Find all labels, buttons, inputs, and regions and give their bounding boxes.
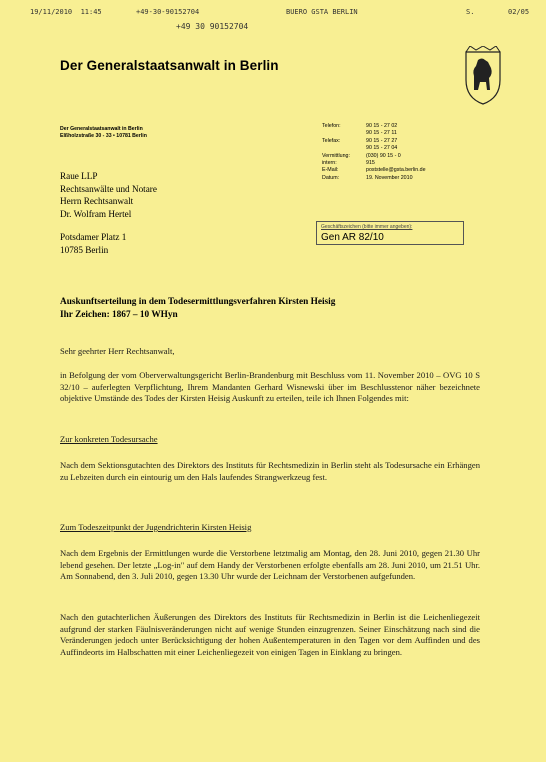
recipient-street: Potsdamer Platz 1 (60, 232, 127, 242)
subject-line2: Ihr Zeichen: 1867 – 10 WHyn (60, 309, 178, 320)
fax-page-label: S. (466, 8, 475, 16)
intro-paragraph: in Befolgung der vom Oberverwaltungsgericht Berlin-Brandenburg mit Beschluss vom 11. November 2010 – OVG 10 S 32/10 – auferlegten Verpflichtung, Ihrem Mandanten Gerhard Wisnewski über im Beschlusstenor näher bezeichnete objektive Umstände des Todes der Kirsten Heisig Auskunft zu erteilen, teile ich Ihnen Folgendes mit: (60, 370, 480, 404)
recipient-address (60, 170, 157, 220)
datum-label: Datum: (322, 174, 340, 181)
telefon-2: 90 15 - 27 11 (366, 130, 397, 137)
sender-address-line1: Der Generalstaatsanwalt in Berlin (60, 126, 143, 132)
recipient-line3: Herrn Rechtsanwalt (60, 196, 134, 206)
expert-paragraph: Nach den gutachterlichen Äußerungen des Direktors des Instituts für Rechtsmedizin in Berlin ist die Leichenliegezeit aufgrund der starken Fäulnisveränderungen nicht auf wenige Stunden einzugrenzen. Seiner Einschätzung nach sind die Veränderungen jedoch unter Berücksichtigung der hohen Außentemperaturen in den Tagen vor dem Auffinden und des Auffindeorts im Halbschatten mit einer Leichenliegezeit von einigen Tagen in Einklang zu bringen. (60, 612, 480, 657)
telefax-label: Telefax: (322, 137, 341, 144)
recipient-line4: Dr. Wolfram Hertel (60, 208, 132, 219)
fax-page-value: 02/05 (508, 8, 530, 16)
heading-time-of-death: Zum Todeszeitpunkt der Jugendrichterin Kirsten Heisig (60, 522, 252, 532)
email-label: E-Mail: (322, 167, 339, 174)
reference-label: Geschäftszeichen (bitte immer angeben): (321, 224, 413, 230)
email-value: poststelle@gsta.berlin.de (366, 167, 426, 174)
telefon-1: 90 15 - 27 02 (366, 123, 398, 129)
telefon-label: Telefon: (322, 123, 341, 129)
fax-number-second: +49 30 90152704 (176, 22, 249, 31)
vermittlung-value: (030) 90 15 - 0 (366, 152, 401, 159)
salutation: Sehr geehrter Herr Rechtsanwalt, (60, 346, 175, 356)
intern-value: 915 (366, 160, 375, 167)
sender-address (60, 126, 147, 140)
contact-block (322, 123, 426, 182)
sender-address-line2: Elßholzstraße 30 - 33 • 10781 Berlin (60, 133, 147, 139)
fax-sender-number: +49-30-90152704 (136, 8, 200, 16)
recipient-line1: Raue LLP (60, 171, 98, 181)
recipient-location (60, 231, 126, 256)
telefax-2: 90 15 - 27 04 (366, 145, 398, 152)
recipient-line2: Rechtsanwälte und Notare (60, 183, 157, 194)
cause-paragraph: Nach dem Sektionsgutachten des Direktors des Instituts für Rechtsmedizin in Berlin steht als Todesursache ein Erhängen zu Lebzeiten durch ein eintourig um den Hals laufendes Strangwerkzeug fest. (60, 460, 480, 482)
fax-datetime: 19/11/2010 11:45 (30, 8, 102, 16)
subject-line1: Auskunftserteilung in dem Todesermittlungsverfahren Kirsten Heisig (60, 297, 336, 307)
recipient-city: 10785 Berlin (60, 244, 109, 255)
vermittlung-label: Vermittlung: (322, 152, 350, 159)
subject-block (60, 296, 335, 321)
time-paragraph: Nach dem Ergebnis der Ermittlungen wurde die Verstorbene letztmalig am Montag, den 28. Juni 2010, gegen 21.30 Uhr lebend gesehen. Der letzte „Log-in" auf dem Handy der Verstorbenen erfolgte ebenfalls am 28. Juni 2010, um 21.51 Uhr. Am Sonnabend, den 3. Juli 2010, gegen 13.30 Uhr wurde der Leichnam der Verstorbenen aufgefunden. (60, 548, 480, 582)
telefax-1: 90 15 - 27 27 (366, 137, 398, 144)
reference-value: Gen AR 82/10 (321, 232, 384, 243)
fax-sender-name: BUERO GSTA BERLIN (286, 8, 358, 16)
authority-title: Der Generalstaatsanwalt in Berlin (60, 58, 279, 73)
berlin-bear-crest-icon (460, 46, 506, 106)
reference-box (316, 221, 464, 245)
heading-cause-of-death: Zur konkreten Todesursache (60, 434, 158, 444)
datum-value: 19. November 2010 (366, 174, 413, 181)
intern-label: intern: (322, 160, 337, 167)
